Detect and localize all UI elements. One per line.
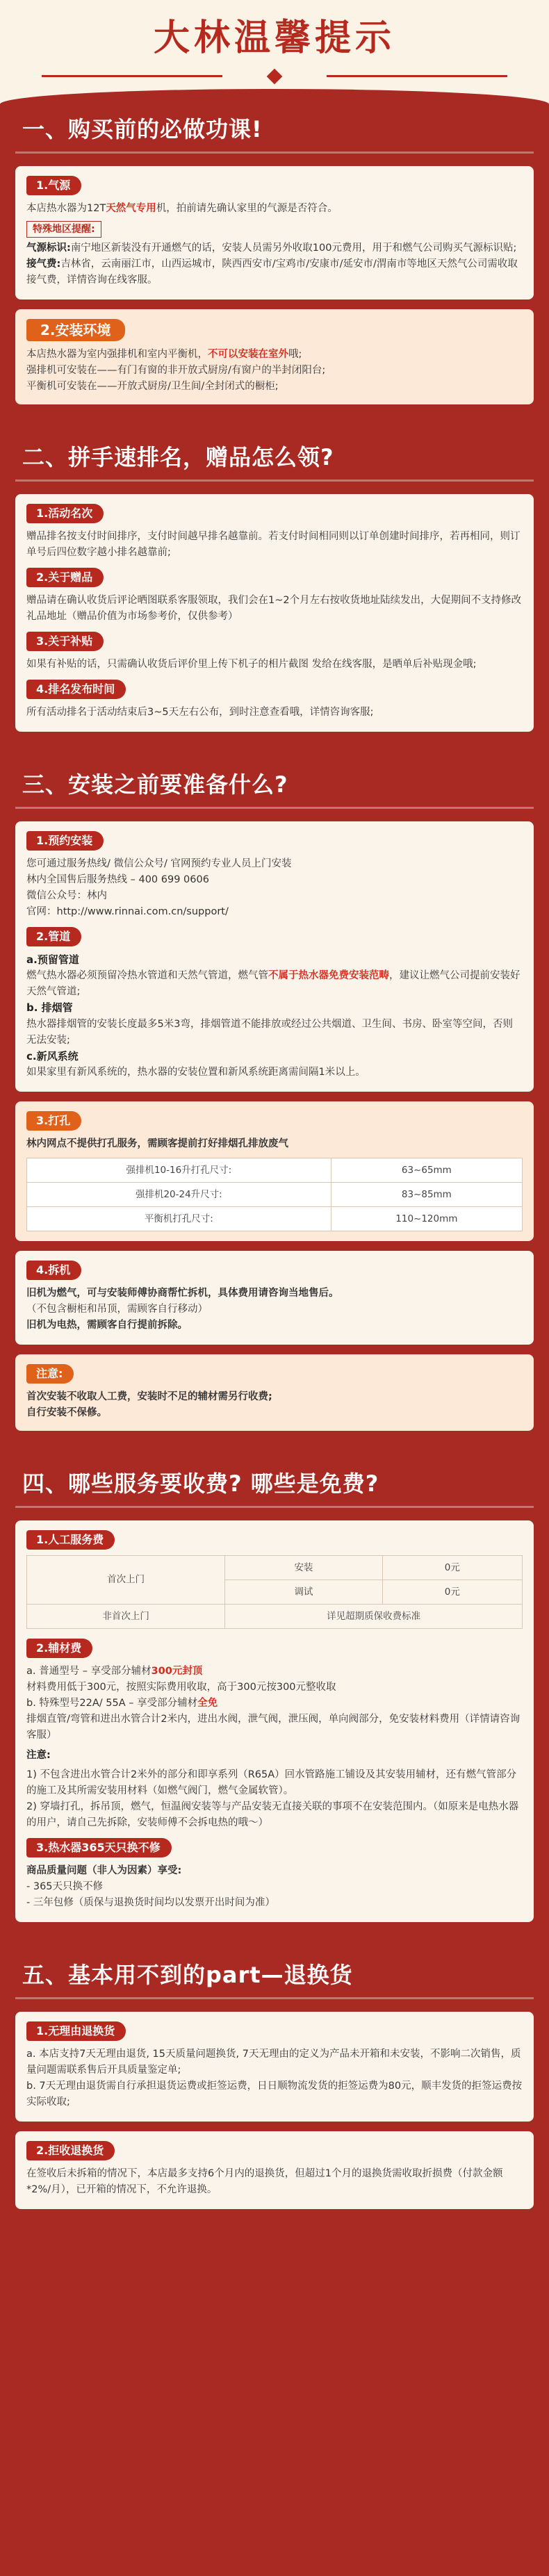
remove-line-2: （不包含橱柜和吊顶，需顾客自行移动） [26, 1303, 208, 1315]
section-returns [0, 1950, 549, 2237]
table-row [27, 1182, 523, 1206]
subsidy-text: 如果有补贴的话，只需确认收货后评价里上传下机子的相片截图 发给在线客服，是晒单后补贴现金哦; [26, 659, 477, 670]
subsidy-tag: 3.关于补贴 [26, 632, 104, 651]
rank-text: 赠品排名按支付时间排序，支付时间越早排名越靠前。若支付时间相同则以订单创建时间排序，若再相同，则订单号后四位数字越小排名越靠前; [26, 531, 521, 558]
table-cell: 0元 [382, 1555, 522, 1580]
table-row [27, 1604, 523, 1628]
gas-line-2: 接气费:吉林省，云南丽江市，山西运城市，陕西西安市/宝鸡市/安康市/延安市/渭南市等地区天然气公司需收取接气费，详情咨询在线客服。 [26, 259, 518, 286]
noreason-b: b. 7天无理由退货需自行承担退货运费或拒签运费，日日顺物流发货的拒签运费为80元，顺丰发货的拒签运费按实际收取; [26, 2081, 523, 2108]
material-note-2: 2) 穿墙打孔，拆吊顶，燃气，恒温阀安装等与产品安装无直接关联的事项不在安装范围内。（如原来是电热水器的用户，请自己先拆除，安装师傅不会拆电热的哦～） [26, 1801, 519, 1829]
remove-tag: 4.拆机 [26, 1261, 81, 1280]
pipe-tag: 2.管道 [26, 927, 81, 946]
table-cell: 首次上门 [27, 1555, 225, 1604]
notice-tag: 注意: [26, 1364, 74, 1384]
booking-line: 您可通过服务热线/ 微信公众号/ 官网预约专业人员上门安装 [26, 858, 292, 869]
section-title-text: 五、基本用不到的part—退换货 [22, 1962, 353, 1989]
table-cell: 平衡机打孔尺寸: [27, 1206, 331, 1231]
table-cell: 非首次上门 [27, 1604, 225, 1628]
gas-tag: 1.气源 [26, 176, 81, 195]
section-divider [15, 151, 534, 154]
section-title [15, 1459, 534, 1520]
returns-card [15, 2012, 534, 2122]
section-divider [15, 479, 534, 482]
section-before-purchase [0, 104, 549, 432]
title-line-right [327, 75, 507, 77]
section-ranking-gifts [0, 432, 549, 760]
pipe-b-title: b. 排烟管 [26, 1001, 73, 1015]
table-row [27, 1158, 523, 1182]
publish-tag: 4.排名发布时间 [26, 680, 126, 699]
hotline: 林内全国售后服务热线 – 400 699 0606 [26, 874, 209, 885]
section-divider [15, 1997, 534, 1999]
table-row [27, 1206, 523, 1231]
labor-tag: 1.人工服务费 [26, 1530, 115, 1550]
title-line-left [42, 75, 222, 77]
hole-tag: 3.打孔 [26, 1111, 81, 1131]
material-a-text: 材料费用低于300元，按照实际费用收取，高于300元按300元整收取 [26, 1681, 336, 1693]
section-title-text: 二、拼手速排名，赠品怎么领? [22, 444, 334, 470]
guarantee-line-1: - 365天只换不修 [26, 1881, 104, 1893]
section-title-text: 三、安装之前要准备什么? [22, 771, 288, 798]
title-diamond-icon [267, 69, 283, 85]
table-cell: 110~120mm [331, 1206, 522, 1231]
wechat: 微信公众号：林内 [26, 890, 107, 901]
remove-card [15, 1251, 534, 1345]
section-title-text: 一、购买前的必做功课! [22, 116, 263, 142]
section-divider [15, 807, 534, 809]
install-line-1: 本店热水器为室内强排机和室内平衡机，不可以安装在室外哦; [26, 349, 302, 360]
section-title [15, 1950, 534, 2012]
hole-note: 林内网点不提供打孔服务，需顾客提前打好排烟孔排放废气 [26, 1138, 288, 1149]
material-note-1: 1) 不包含进出水管合计2米外的部分和即享系列（R65A）回水管路施工铺设及其安装用辅材，还有燃气管部分的施工及其所需安装用材料（如燃气阀门，燃气金属软管）。 [26, 1769, 517, 1797]
notice-line-2: 自行安装不保修。 [26, 1406, 107, 1418]
special-region-box: 特殊地区提醒: [26, 221, 101, 238]
table-cell: 63~65mm [331, 1158, 522, 1182]
ranking-card [15, 494, 534, 732]
gift-tag: 2.关于赠品 [26, 568, 104, 587]
material-tag: 2.辅材费 [26, 1639, 92, 1658]
install-notice [15, 1354, 534, 1431]
gift-text: 赠品请在确认收货后评论晒图联系客服领取，我们会在1~2个月左右按收货地址陆续发出，大促期间不支持修改礼品地址（赠品价值为市场参考价，仅供参考） [26, 595, 522, 622]
notice-line-1: 首次安装不收取人工费，安装时不足的辅材需另行收费; [26, 1390, 272, 1402]
table-cell: 详见超期质保收费标准 [225, 1604, 523, 1628]
table-cell: 安装 [225, 1555, 383, 1580]
gas-card [15, 166, 534, 300]
section-divider [15, 1506, 534, 1508]
section-fees [0, 1459, 549, 1950]
hole-size-table [26, 1158, 523, 1231]
section-install-prep [0, 760, 549, 1459]
reject-card [15, 2131, 534, 2209]
pipe-c-text: 如果家里有新风系统的，热水器的安装位置和新风系统距离需间隔1米以上。 [26, 1066, 366, 1078]
hole-card [15, 1101, 534, 1241]
pipe-a-title: a.预留管道 [26, 953, 79, 966]
rank-tag: 1.活动名次 [26, 504, 104, 523]
official-site-link[interactable]: 官网：http://www.rinnai.com.cn/support/ [26, 906, 229, 917]
table-cell: 强排机20-24升尺寸: [27, 1182, 331, 1206]
fees-card [15, 1520, 534, 1922]
table-cell: 0元 [382, 1580, 522, 1604]
pipe-a-text: 燃气热水器必须预留冷热水管道和天然气管道，燃气管不属于热水器免费安装范畴，建议让燃气公司提前安装好天然气管道; [26, 970, 521, 998]
section-title [15, 104, 534, 166]
install-env-card [15, 309, 534, 404]
section-title [15, 760, 534, 821]
reject-tag: 2.拒收退换货 [26, 2141, 115, 2160]
pipe-b-text: 热水器排烟管的安装长度最多5米3弯，排烟管道不能排放或经过公共烟道、卫生间、书房、卧室等空间，否则无法安装; [26, 1018, 513, 1046]
remove-line-1: 旧机为燃气，可与安装师傅协商帮忙拆机，具体费用请咨询当地售后。 [26, 1287, 339, 1299]
guarantee-line-2: - 三年包修（质保与退换货时间均以发票开出时间为准） [26, 1897, 275, 1909]
guarantee-title: 商品质量问题（非人为因素）享受: [26, 1865, 182, 1877]
gas-intro: 本店热水器为12T天然气专用机，拍前请先确认家里的气源是否符合。 [26, 203, 338, 214]
install-line-3: 平衡机可安装在——开放式厨房/卫生间/全封闭式的橱柜; [26, 381, 279, 392]
install-line-2: 强排机可安装在——有门有窗的非开放式厨房/有窗户的半封闭阳台; [26, 365, 326, 376]
header [0, 0, 549, 104]
material-b-text: 排烟直管/弯管和进出水管合计2米内，进出水阀，泄气阀，泄压阀，单向阀部分，免安装材料费用（详情请咨询客服） [26, 1713, 521, 1741]
section-title [15, 432, 534, 494]
page-title: 大林温馨提示 [153, 17, 395, 59]
table-cell: 调试 [225, 1580, 383, 1604]
header-wave [0, 89, 549, 104]
booking-tag: 1.预约安装 [26, 831, 104, 851]
noreason-tag: 1.无理由退换货 [26, 2021, 126, 2041]
install-prep-card [15, 821, 534, 1092]
guarantee-tag: 3.热水器365天只换不修 [26, 1838, 172, 1857]
remove-line-3: 旧机为电热，需顾客自行提前拆除。 [26, 1319, 188, 1331]
publish-text: 所有活动排名于活动结束后3~5天左右公布，到时注意查看哦，详情咨询客服; [26, 707, 374, 718]
pipe-c-title: c.新风系统 [26, 1049, 79, 1063]
labor-fee-table [26, 1555, 523, 1629]
install-env-tag: 2.安装环境 [26, 319, 125, 341]
table-cell: 83~85mm [331, 1182, 522, 1206]
material-b-title: b. 特殊型号22A/ 55A – 享受部分辅材全免 [26, 1697, 218, 1709]
material-a-title: a. 普通型号 – 享受部分辅材300元封顶 [26, 1665, 203, 1677]
material-note-title: 注意: [26, 1749, 51, 1761]
table-cell: 强排机10-16升打孔尺寸: [27, 1158, 331, 1182]
gas-line-1: 气源标识:南宁地区新装没有开通燃气的话，安装人员需另外收取100元费用，用于和燃气公司购买气源标识贴; [26, 243, 517, 254]
noreason-a: a. 本店支持7天无理由退货, 15天质量问题换货, 7天无理由的定义为产品未开箱和未安装，不影响二次销售，质量问题需联系售后开具质量鉴定单; [26, 2049, 521, 2076]
table-row [27, 1555, 523, 1580]
reject-text: 在签收后未拆箱的情况下，本店最多支持6个月内的退换货，但超过1个月的退换货需收取折损费（付款金额*2%/月），已开箱的情况下，不允许退换。 [26, 2168, 503, 2196]
section-title-text: 四、哪些服务要收费? 哪些是免费? [22, 1470, 379, 1497]
